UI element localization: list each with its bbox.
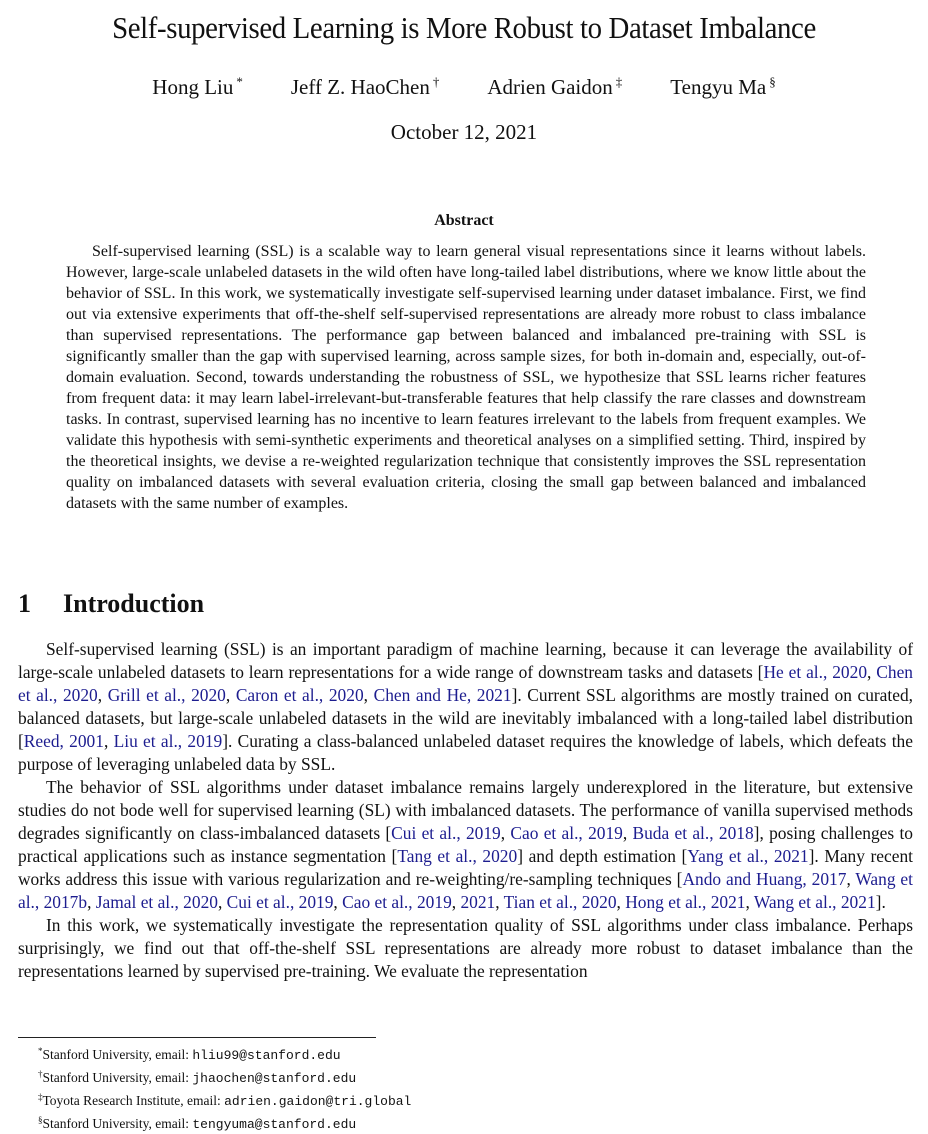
text: The behavior of SSL algorithms under dataset imbalance remains largely underexplored in the literature, but extensive studies do not bode well for supervised learning (SL) with imbalanced datasets. The performance of vanilla supervised methods degrades significantly on class-imbalanced datasets [ bbox=[18, 777, 913, 843]
email-address[interactable]: adrien.gaidon@tri.global bbox=[224, 1094, 412, 1109]
footnote-divider bbox=[18, 1037, 376, 1038]
footnote-mark[interactable]: § bbox=[769, 74, 776, 89]
email-address[interactable]: jhaochen@stanford.edu bbox=[192, 1071, 357, 1086]
footnote bbox=[38, 1042, 411, 1065]
section-heading bbox=[18, 589, 204, 619]
footnote-mark: ‡ bbox=[38, 1092, 43, 1102]
email-address[interactable]: tengyuma@stanford.edu bbox=[192, 1117, 357, 1132]
text: ]. bbox=[875, 892, 886, 912]
citation-link[interactable]: Grill et al., 2020 bbox=[107, 685, 226, 705]
section-title: Introduction bbox=[63, 589, 205, 618]
citation-link[interactable]: Ando and Huang, 2017 bbox=[682, 869, 847, 889]
text: ] and depth estimation [ bbox=[517, 846, 688, 866]
citation-link[interactable]: Buda et al., 2018 bbox=[632, 823, 754, 843]
text: ]. Current SSL algorithms are mostly trained on curated, balanced datasets, but large-scale unlabeled datasets in the wild are inevitably imbalanced with a long-tailed label distribution [ bbox=[18, 685, 913, 751]
footnote-text: Stanford University, email: bbox=[42, 1070, 193, 1085]
separator: , bbox=[103, 731, 114, 751]
citation-link[interactable]: 2021 bbox=[460, 892, 496, 912]
separator: , bbox=[87, 892, 96, 912]
citation-link[interactable]: Jamal et al., 2020 bbox=[95, 892, 218, 912]
introduction-body bbox=[18, 638, 913, 983]
citation-link[interactable]: Tian et al., 2020 bbox=[503, 892, 617, 912]
citation-link[interactable]: He et al., 2020 bbox=[763, 662, 868, 682]
citation-link[interactable]: Cui et al., 2019 bbox=[391, 823, 501, 843]
separator: , bbox=[500, 823, 511, 843]
separator: , bbox=[616, 892, 626, 912]
paragraph bbox=[18, 776, 913, 914]
paragraph bbox=[18, 638, 913, 776]
author-list bbox=[0, 74, 928, 100]
text: ], posing challenges to practical applications such as instance segmentation [ bbox=[18, 823, 913, 866]
author-name: Adrien Gaidon bbox=[487, 75, 613, 99]
separator: , bbox=[225, 685, 236, 705]
paragraph: In this work, we systematically investigate the representation quality of SSL algorithms under class imbalance. Perhaps surprisingly, we find out that off-the-shelf SSL representations are already more robust to dataset imbalance than the representations learned by supervised pre-training. We evaluate the representation bbox=[18, 915, 913, 981]
citation-link[interactable]: Reed, 2001 bbox=[23, 731, 104, 751]
text: Self-supervised learning (SSL) is an important paradigm of machine learning, because it can leverage the availability of large-scale unlabeled datasets to learn representations for a wide range of downstream tasks and datasets [ bbox=[18, 639, 913, 682]
separator: , bbox=[217, 892, 227, 912]
separator: , bbox=[451, 892, 461, 912]
citation-link[interactable]: Liu et al., 2019 bbox=[113, 731, 223, 751]
footnote-text: Stanford University, email: bbox=[42, 1116, 193, 1131]
footnote-text: Stanford University, email: bbox=[42, 1047, 193, 1062]
author-name: Tengyu Ma bbox=[670, 75, 767, 99]
footnote-mark: § bbox=[38, 1115, 43, 1125]
abstract-heading: Abstract bbox=[434, 212, 494, 229]
author-name: Jeff Z. HaoChen bbox=[290, 75, 430, 99]
separator: , bbox=[495, 892, 504, 912]
footnote-mark[interactable]: ‡ bbox=[615, 74, 623, 89]
citation-link[interactable]: Wang et al., 2021 bbox=[753, 892, 876, 912]
separator: , bbox=[846, 869, 856, 889]
author-name: Hong Liu bbox=[152, 75, 234, 99]
footnote-mark[interactable]: * bbox=[236, 74, 243, 89]
text: ]. Many recent works address this issue with various regularization and re-weighting/re-sampling techniques [ bbox=[18, 846, 913, 889]
citation-link[interactable]: Hong et al., 2021 bbox=[625, 892, 746, 912]
citation-link[interactable]: Cui et al., 2019 bbox=[226, 892, 334, 912]
footnote-mark[interactable]: † bbox=[432, 74, 440, 89]
footnote-mark: † bbox=[38, 1069, 43, 1079]
separator: , bbox=[333, 892, 343, 912]
separator: , bbox=[867, 662, 877, 682]
author bbox=[670, 74, 775, 100]
section-number: 1 bbox=[18, 589, 31, 618]
citation-link[interactable]: Chen et al., 2020 bbox=[18, 662, 913, 705]
author bbox=[152, 74, 243, 100]
footnote-mark: * bbox=[38, 1046, 43, 1056]
footnote-text: Toyota Research Institute, email: bbox=[42, 1093, 225, 1108]
citation-link[interactable]: Cao et al., 2019 bbox=[510, 823, 623, 843]
separator: , bbox=[622, 823, 633, 843]
footnote bbox=[38, 1111, 411, 1134]
footnotes bbox=[38, 1042, 411, 1134]
separator: , bbox=[97, 685, 108, 705]
citation-link[interactable]: Wang et al., 2017b bbox=[18, 869, 913, 912]
citation-link[interactable]: Tang et al., 2020 bbox=[397, 846, 518, 866]
author bbox=[291, 74, 440, 100]
email-address[interactable]: hliu99@stanford.edu bbox=[192, 1048, 341, 1063]
abstract-body: Self-supervised learning (SSL) is a scalable way to learn general visual representations since it learns without labels. However, large-scale unlabeled datasets in the wild often have long-tailed label distributions, where we know little about the behavior of SSL. In this work, we systematically investigate self-supervised learning under dataset imbalance. First, we find out via extensive experiments that off-the-shelf self-supervised representations are already more robust to class imbalance than supervised representations. The performance gap between balanced and imbalanced pre-training with SSL is significantly smaller than the gap with supervised learning, across sample sizes, for both in-domain and, especially, out-of-domain evaluation. Second, towards understanding the robustness of SSL, we hypothesize that SSL learns richer features from frequent data: it may learn label-irrelevant-but-transferable features that help classify the rare classes and downstream tasks. In contrast, supervised learning has no incentive to learn features irrelevant to the labels from frequent examples. We validate this hypothesis with semi-synthetic experiments and theoretical analyses on a simplified setting. Third, inspired by the theoretical insights, we devise a re-weighted regularization technique that consistently improves the SSL representation quality on imbalanced datasets with several evaluation criteria, closing the small gap between balanced and imbalanced datasets with the same number of examples. bbox=[66, 243, 866, 512]
citation-link[interactable]: Yang et al., 2021 bbox=[687, 846, 809, 866]
citation-link[interactable]: Chen and He, 2021 bbox=[373, 685, 512, 705]
paper-title: Self-supervised Learning is More Robust to Dataset Imbalance bbox=[112, 10, 816, 45]
footnote bbox=[38, 1065, 411, 1088]
citation-link[interactable]: Caron et al., 2020 bbox=[235, 685, 364, 705]
author bbox=[487, 74, 622, 100]
separator: , bbox=[363, 685, 374, 705]
footnote bbox=[38, 1088, 411, 1111]
citation-link[interactable]: Cao et al., 2019 bbox=[342, 892, 452, 912]
separator: , bbox=[745, 892, 754, 912]
text: ]. Curating a class-balanced unlabeled dataset requires the knowledge of labels, which defeats the purpose of leveraging unlabeled data by SSL. bbox=[18, 731, 913, 774]
paper-date: October 12, 2021 bbox=[390, 120, 538, 144]
